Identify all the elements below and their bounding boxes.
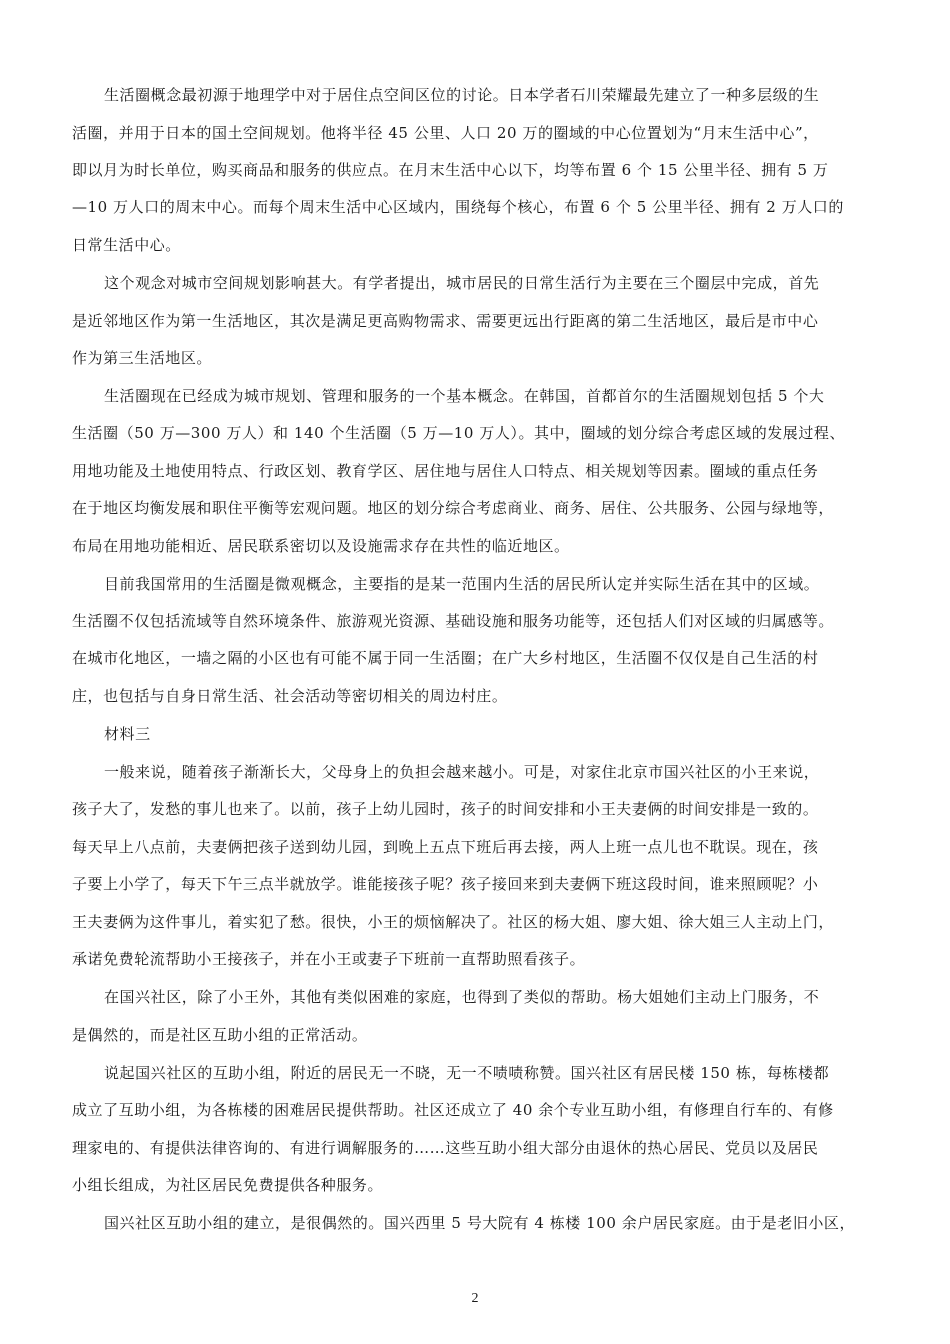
page-number: 2 (471, 1291, 479, 1306)
text-line: 是近邻地区作为第一生活地区，其次是满足更高购物需求、需要更远出行距离的第二生活地区，最后是市中心 (72, 312, 819, 330)
text-line: 王夫妻俩为这件事儿，着实犯了愁。很快，小王的烦恼解决了。社区的杨大姐、廖大姐、徐大姐三人主动上门， (72, 913, 834, 931)
section-heading: 材料三 (104, 725, 151, 743)
text-line: —10 万人口的周末中心。而每个周末生活中心区域内，围绕每个核心，布置 6 个 5 公里半径、拥有 2 万人口的 (72, 198, 844, 216)
text-line: 成立了互助小组，为各栋楼的困难居民提供帮助。社区还成立了 40 余个专业互助小组，有修理自行车的、有修 (72, 1101, 834, 1119)
text-line: 小组长组成，为社区居民免费提供各种服务。 (72, 1176, 384, 1194)
text-line: 国兴社区互助小组的建立，是很偶然的。国兴西里 5 号大院有 4 栋楼 100 余户居民家庭。由于是老旧小区， (104, 1214, 856, 1232)
text-line: 活圈，并用于日本的国土空间规划。他将半径 45 公里、人口 20 万的圈域的中心位置划为“月末生活中心”， (72, 124, 819, 142)
text-line: 每天早上八点前，夫妻俩把孩子送到幼儿园，到晚上五点下班后再去接，两人上班一点儿也不耽误。现在，孩 (72, 838, 819, 856)
text-line: 目前我国常用的生活圈是微观概念，主要指的是某一范围内生活的居民所认定并实际生活在其中的区域。 (104, 575, 820, 593)
text-line: 在国兴社区，除了小王外，其他有类似困难的家庭，也得到了类似的帮助。杨大姐她们主动上门服务，不 (104, 988, 820, 1006)
text-line: 日常生活中心。 (72, 236, 181, 254)
text-line: 一般来说，随着孩子渐渐长大，父母身上的负担会越来越小。可是，对家住北京市国兴社区的小王来说， (104, 763, 820, 781)
text-line: 在城市化地区，一墙之隔的小区也有可能不属于同一生活圈；在广大乡村地区，生活圈不仅仅是自己生活的村 (72, 649, 819, 667)
text-line: 庄，也包括与自身日常生活、社会活动等密切相关的周边村庄。 (72, 687, 508, 705)
text-line: 用地功能及土地使用特点、行政区划、教育学区、居住地与居住人口特点、相关规划等因素。圈域的重点任务 (72, 462, 819, 480)
text-line: 是偶然的，而是社区互助小组的正常活动。 (72, 1026, 368, 1044)
text-line: 在于地区均衡发展和职住平衡等宏观问题。地区的划分综合考虑商业、商务、居住、公共服务、公园与绿地等， (72, 499, 834, 517)
text-line: 生活圈（50 万—300 万人）和 140 个生活圈（5 万—10 万人）。其中，圈域的划分综合考虑区域的发展过程、 (72, 424, 845, 442)
text-line: 子要上小学了，每天下午三点半就放学。谁能接孩子呢？孩子接回来到夫妻俩下班这段时间，谁来照顾呢？小 (72, 875, 819, 893)
text-line: 生活圈现在已经成为城市规划、管理和服务的一个基本概念。在韩国，首都首尔的生活圈规划包括 5 个大 (104, 387, 825, 405)
text-line: 这个观念对城市空间规划影响甚大。有学者提出，城市居民的日常生活行为主要在三个圈层中完成，首先 (104, 274, 820, 292)
text-line: 作为第三生活地区。 (72, 349, 212, 367)
text-line: 生活圈不仅包括流域等自然环境条件、旅游观光资源、基础设施和服务功能等，还包括人们对区域的归属感等。 (72, 612, 834, 630)
text-line: 布局在用地功能相近、居民联系密切以及设施需求存在共性的临近地区。 (72, 537, 570, 555)
text-line: 生活圈概念最初源于地理学中对于居住点空间区位的讨论。日本学者石川荣耀最先建立了一种多层级的生 (104, 86, 820, 104)
text-line: 说起国兴社区的互助小组，附近的居民无一不晓，无一不啧啧称赞。国兴社区有居民楼 150 栋，每栋楼都 (104, 1064, 830, 1082)
text-line: 孩子大了，发愁的事儿也来了。以前，孩子上幼儿园时，孩子的时间安排和小王夫妻俩的时间安排是一致的。 (72, 800, 819, 818)
text-line: 承诺免费轮流帮助小王接孩子，并在小王或妻子下班前一直帮助照看孩子。 (72, 950, 586, 968)
text-line: 即以月为时长单位，购买商品和服务的供应点。在月末生活中心以下，均等布置 6 个 15 公里半径、拥有 5 万 (72, 161, 829, 179)
text-line: 理家电的、有提供法律咨询的、有进行调解服务的……这些互助小组大部分由退休的热心居民、党员以及居民 (72, 1139, 819, 1157)
